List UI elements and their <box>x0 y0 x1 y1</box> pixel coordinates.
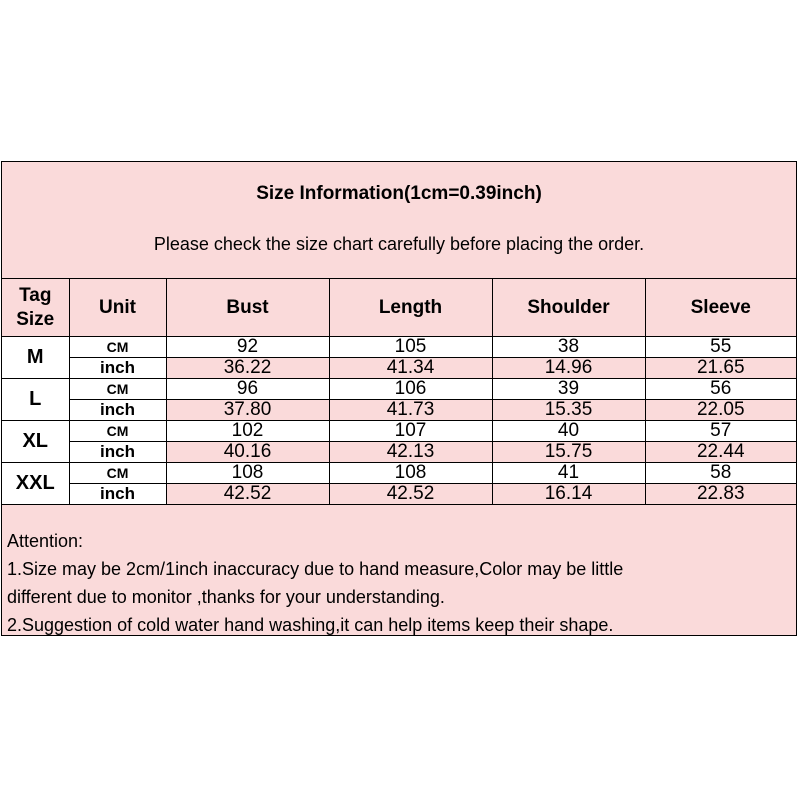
unit-cm: CM <box>69 379 166 400</box>
cell-length: 41.73 <box>329 400 492 421</box>
cell-length: 42.13 <box>329 442 492 463</box>
unit-inch: inch <box>69 400 166 421</box>
cell-bust: 108 <box>166 463 329 484</box>
table-row <box>2 358 796 379</box>
col-length: Length <box>329 279 492 337</box>
note-line-1: 1.Size may be 2cm/1inch inaccuracy due to hand measure,Color may be little <box>7 559 624 579</box>
col-shoulder: Shoulder <box>492 279 645 337</box>
unit-inch: inch <box>69 442 166 463</box>
attention-notes <box>2 512 796 635</box>
cell-sleeve: 57 <box>645 421 796 442</box>
cell-bust: 42.52 <box>166 484 329 505</box>
note-line-3: 2.Suggestion of cold water hand washing,it can help items keep their shape. <box>7 615 614 635</box>
cell-bust: 40.16 <box>166 442 329 463</box>
size-table <box>2 278 796 505</box>
cell-sleeve: 56 <box>645 379 796 400</box>
table-row <box>2 337 796 358</box>
table-row <box>2 421 796 442</box>
cell-shoulder: 41 <box>492 463 645 484</box>
cell-length: 108 <box>329 463 492 484</box>
size-chart <box>1 161 797 636</box>
cell-length: 106 <box>329 379 492 400</box>
cell-sleeve: 21.65 <box>645 358 796 379</box>
size-label: XL <box>2 421 69 463</box>
table-header-row <box>2 279 796 337</box>
cell-shoulder: 15.35 <box>492 400 645 421</box>
chart-title: Size Information(1cm=0.39inch) <box>256 183 542 204</box>
cell-length: 107 <box>329 421 492 442</box>
col-bust: Bust <box>166 279 329 337</box>
cell-bust: 36.22 <box>166 358 329 379</box>
size-label: XXL <box>2 463 69 505</box>
size-label: L <box>2 379 69 421</box>
cell-sleeve: 55 <box>645 337 796 358</box>
cell-shoulder: 15.75 <box>492 442 645 463</box>
unit-inch: inch <box>69 484 166 505</box>
table-row <box>2 484 796 505</box>
cell-bust: 96 <box>166 379 329 400</box>
cell-length: 41.34 <box>329 358 492 379</box>
cell-shoulder: 38 <box>492 337 645 358</box>
unit-cm: CM <box>69 421 166 442</box>
chart-header <box>2 162 796 279</box>
unit-cm: CM <box>69 337 166 358</box>
cell-shoulder: 16.14 <box>492 484 645 505</box>
note-line-2: different due to monitor ,thanks for your understanding. <box>7 587 445 607</box>
table-row <box>2 442 796 463</box>
cell-length: 105 <box>329 337 492 358</box>
cell-shoulder: 39 <box>492 379 645 400</box>
col-sleeve: Sleeve <box>645 279 796 337</box>
cell-sleeve: 58 <box>645 463 796 484</box>
table-row <box>2 400 796 421</box>
chart-subtitle: Please check the size chart carefully before placing the order. <box>153 234 645 254</box>
cell-sleeve: 22.05 <box>645 400 796 421</box>
cell-shoulder: 14.96 <box>492 358 645 379</box>
unit-inch: inch <box>69 358 166 379</box>
cell-bust: 92 <box>166 337 329 358</box>
cell-sleeve: 22.83 <box>645 484 796 505</box>
table-row <box>2 463 796 484</box>
table-row <box>2 379 796 400</box>
unit-cm: CM <box>69 463 166 484</box>
col-tag-size: Tag Size <box>2 279 69 337</box>
size-label: M <box>2 337 69 379</box>
attention-heading: Attention: <box>7 531 84 551</box>
cell-bust: 37.80 <box>166 400 329 421</box>
cell-bust: 102 <box>166 421 329 442</box>
cell-sleeve: 22.44 <box>645 442 796 463</box>
col-unit: Unit <box>69 279 166 337</box>
cell-length: 42.52 <box>329 484 492 505</box>
cell-shoulder: 40 <box>492 421 645 442</box>
